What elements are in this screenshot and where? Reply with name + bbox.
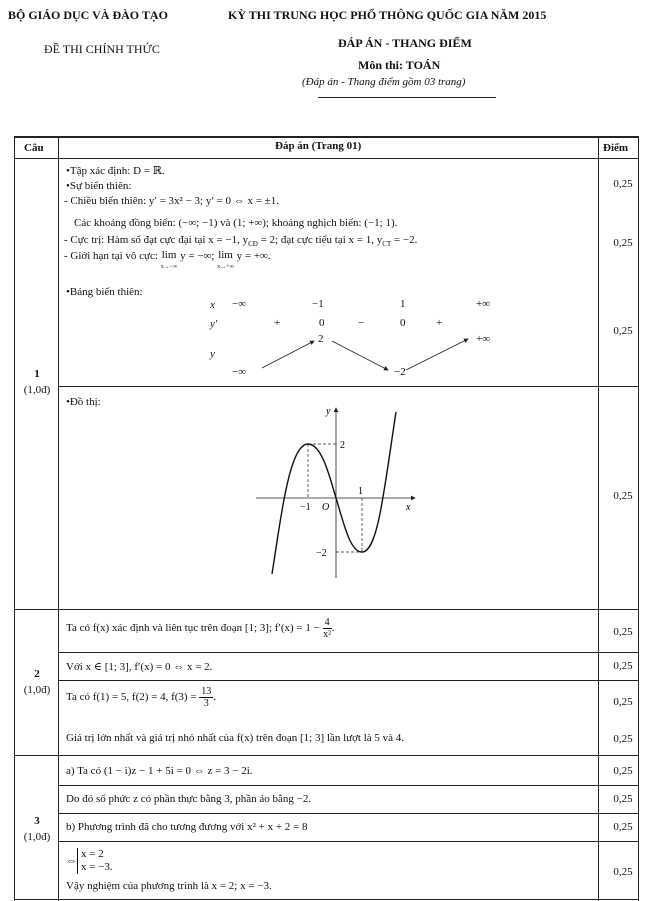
col-divider-2 — [598, 136, 599, 901]
vt-x-label: x — [210, 299, 215, 311]
vt-y-pos-inf: +∞ — [476, 333, 491, 345]
q3-score-4: 0,25 — [613, 866, 633, 878]
graph-min-label: −2 — [316, 548, 327, 559]
vt-yp-label: y′ — [210, 318, 218, 330]
q3-line3: b) Phương trình đã cho tương đương với x² + x + 2 = 8 — [66, 821, 308, 833]
vt-y-max: 2 — [318, 333, 324, 345]
q3-number: 3 — [34, 815, 40, 827]
q2-points: (1,0đ) — [23, 684, 51, 696]
vt-sign-3: − — [358, 317, 365, 329]
q2-divider-2 — [58, 680, 638, 681]
vt-y-label: y — [210, 348, 215, 360]
q3-line1: a) Ta có (1 − i)z − 1 + 5i = 0 ⇔ z = 3 − 2i. — [66, 765, 253, 777]
q1-variation: • Sự biến thiên: — [66, 180, 131, 192]
q1-score-1: 0,25 — [613, 178, 633, 190]
q2-divider-1 — [58, 652, 638, 653]
vt-arrows — [240, 330, 480, 380]
q1-score-3: 0,25 — [613, 325, 633, 337]
header-underline — [318, 97, 496, 98]
graph-origin-label: O — [322, 502, 330, 513]
ministry-name: BỘ GIÁO DỤC VÀ ĐÀO TẠO — [8, 8, 168, 22]
q1-limits: - Giới hạn tại vô cực: lim x→−∞ y = −∞; lim x→+∞ y = +∞. — [64, 249, 271, 270]
q2-line3: Ta có f(1) = 5, f(2) = 4, f(3) = $\frac{13}{3}$ . — [66, 686, 217, 709]
q1-score-4: 0,25 — [613, 490, 633, 502]
q1-number: 1 — [34, 368, 40, 380]
q3-divider-2 — [58, 813, 638, 814]
table-top-border — [14, 136, 638, 138]
q1-domain: • Tập xác định: D = ℝ. — [66, 164, 165, 177]
col-header-answer: Đáp án (Trang 01) — [275, 140, 362, 152]
vt-sign-1: + — [274, 317, 281, 329]
page-note: (Đáp án - Thang điểm gồm 03 trang) — [302, 76, 466, 88]
official-label: ĐỀ THI CHÍNH THỨC — [44, 42, 160, 56]
q2-line1: Ta có f(x) xác định và liên tục trên đoạn [1; 3]; f′(x) = 1 − $\frac{4}{\text{x²}}$ . — [66, 617, 335, 640]
table-left-border — [14, 136, 15, 901]
exam-title: KỲ THI TRUNG HỌC PHỔ THÔNG QUỐC GIA NĂM 2015 — [228, 8, 547, 22]
q3-score-1: 0,25 — [613, 765, 633, 777]
q1-row-divider — [58, 386, 638, 387]
table-header-bottom — [14, 158, 638, 159]
vt-y-min: −2 — [394, 366, 406, 378]
q1-derivative: - Chiều biến thiên: y′ = 3x² − 3; y′ = 0 ⇔ x = ±1. — [64, 195, 279, 207]
graph-y-axis-label: y — [326, 406, 331, 417]
q1-points: (1,0đ) — [23, 384, 51, 396]
vt-x-neg-inf: −∞ — [232, 298, 247, 310]
q3-line4: ⇔ x = 2 x = −3. — [66, 848, 113, 873]
q1-bottom-border — [14, 609, 638, 610]
answer-title: ĐÁP ÁN - THANG ĐIỂM — [338, 36, 472, 50]
graph-max-label: 2 — [340, 440, 345, 451]
q3-points: (1,0đ) — [23, 831, 51, 843]
vt-x-pos-inf: +∞ — [476, 298, 491, 310]
q3-score-3: 0,25 — [613, 821, 633, 833]
graph-x-axis-label: x — [406, 502, 411, 513]
q2-score-3: 0,25 — [613, 696, 633, 708]
vt-sign-5: + — [436, 317, 443, 329]
q2-line4: Giá trị lớn nhất và giá trị nhỏ nhất của f(x) trên đoạn [1; 3] lần lượt là 5 và 4. — [66, 732, 405, 744]
q1-table-label: • Bảng biến thiên: — [66, 286, 143, 298]
q2-score-1: 0,25 — [613, 626, 633, 638]
vt-y-neg-inf: −∞ — [232, 366, 247, 378]
q1-intervals: Các khoảng đồng biến: (−∞; −1) và (1; +∞); khoảng nghịch biến: (−1; 1). — [74, 217, 398, 229]
q1-graph-label: • Đồ thị: — [66, 396, 101, 408]
table-right-border — [638, 136, 639, 901]
function-graph — [250, 400, 430, 582]
q2-score-4: 0,25 — [613, 733, 633, 745]
q3-score-2: 0,25 — [613, 793, 633, 805]
vt-sign-4: 0 — [400, 317, 406, 329]
graph-tick-pos: 1 — [358, 486, 363, 497]
vt-sign-2: 0 — [319, 317, 325, 329]
q2-line2: Với x ∈ [1; 3], f′(x) = 0 ⇔ x = 2. — [66, 661, 213, 673]
subject-label: Môn thi: TOÁN — [358, 58, 441, 72]
vt-x-neg-one: −1 — [312, 298, 324, 310]
col-header-question: Câu — [24, 142, 44, 154]
q3-divider-3 — [58, 841, 638, 842]
q1-score-2: 0,25 — [613, 237, 633, 249]
q2-number: 2 — [34, 668, 40, 680]
q2-bottom-border — [14, 755, 638, 756]
col-header-score: Điểm — [603, 142, 629, 154]
q3-divider-1 — [58, 785, 638, 786]
graph-tick-neg: −1 — [300, 502, 311, 513]
q2-score-2: 0,25 — [613, 660, 633, 672]
q3-line5: Vậy nghiệm của phương trình là x = 2; x = −3. — [66, 880, 272, 892]
vt-x-one: 1 — [400, 298, 406, 310]
q3-line2: Do đó số phức z có phần thực bằng 3, phần ảo bằng −2. — [66, 793, 312, 805]
col-divider-1 — [58, 136, 59, 901]
table-bottom-border — [14, 899, 638, 900]
q1-extrema: - Cực trị: Hàm số đạt cực đại tại x = −1, $y_{CĐ} = 2$; đạt cực tiểu tại x = 1, $y_{CT} = -2$. — [64, 234, 418, 249]
